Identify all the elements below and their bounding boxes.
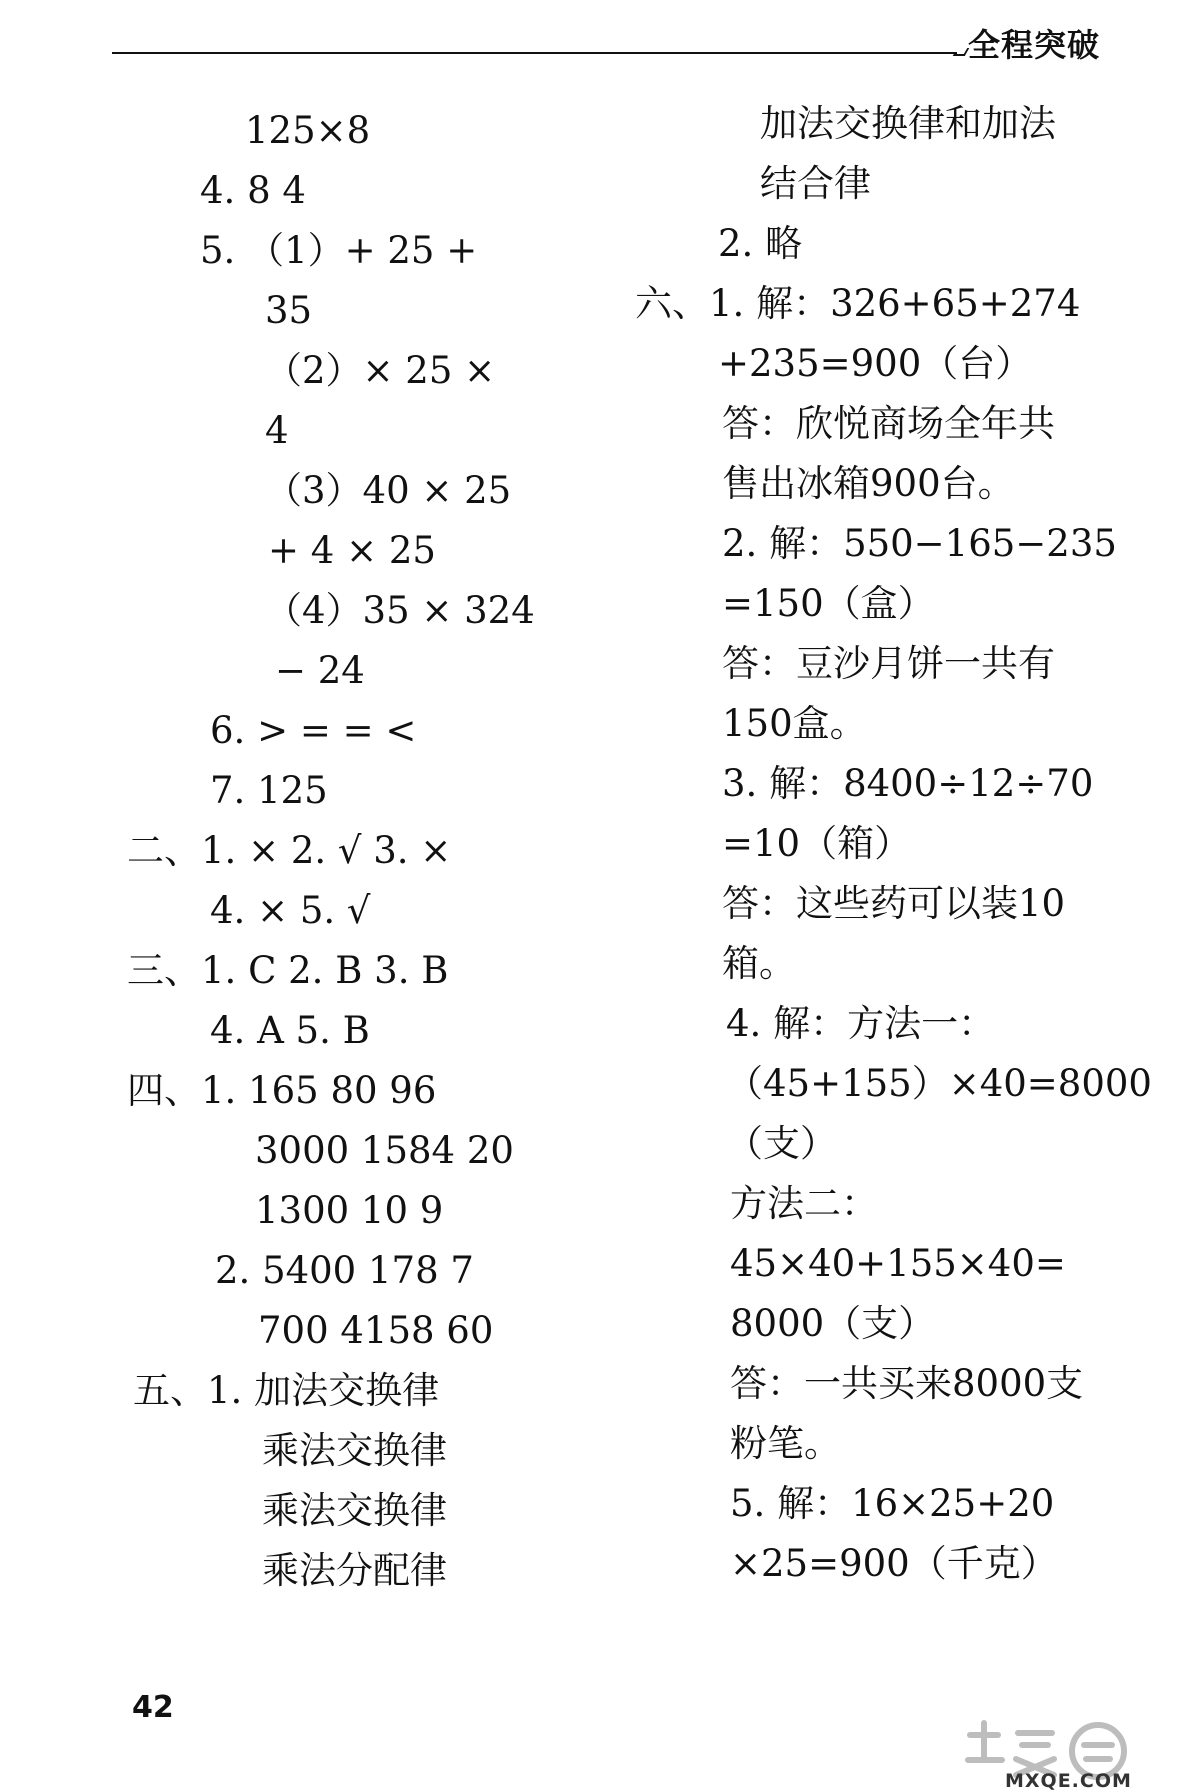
right-line-2: 结合律 <box>760 162 871 205</box>
left-line-5: （2）× 25 × <box>265 349 496 392</box>
left-line-20: 2. 5400 178 7 <box>215 1249 474 1292</box>
left-line-17: 四、1. 165 80 96 <box>127 1069 437 1112</box>
right-line-22: 答：一共买来8000支 <box>730 1362 1084 1405</box>
header-rule <box>112 52 957 54</box>
right-line-9: =150（盒） <box>722 582 935 625</box>
right-line-11: 150盒。 <box>722 702 867 745</box>
page-number: 42 <box>132 1690 174 1725</box>
right-line-24: 5. 解：16×25+20 <box>730 1482 1055 1525</box>
right-line-17: （45+155）×40=8000 <box>726 1062 1152 1105</box>
left-line-13: 二、1. × 2. √ 3. × <box>127 829 452 872</box>
left-line-25: 乘法分配律 <box>262 1549 447 1592</box>
right-line-25: ×25=900（千克） <box>730 1542 1058 1585</box>
right-line-10: 答：豆沙月饼一共有 <box>722 642 1055 685</box>
right-line-20: 45×40+155×40= <box>730 1242 1066 1285</box>
left-line-24: 乘法交换律 <box>262 1489 447 1532</box>
right-line-8: 2. 解：550−165−235 <box>722 522 1117 565</box>
right-line-19: 方法二： <box>730 1182 878 1225</box>
left-line-21: 700 4158 60 <box>258 1309 494 1352</box>
left-line-22: 五、1. 加法交换律 <box>133 1369 440 1412</box>
left-line-23: 乘法交换律 <box>262 1429 447 1472</box>
left-line-7: （3）40 × 25 <box>265 469 512 512</box>
right-line-15: 箱。 <box>722 942 796 985</box>
left-line-3: 5. （1）+ 25 + <box>200 229 478 272</box>
right-line-16: 4. 解：方法一： <box>726 1002 996 1045</box>
header-brand: 全程突破 <box>968 26 1101 64</box>
left-line-4: 35 <box>265 289 313 332</box>
right-line-14: 答：这些药可以装10 <box>722 882 1066 925</box>
left-line-18: 3000 1584 20 <box>255 1129 514 1172</box>
left-line-12: 7. 125 <box>210 769 328 812</box>
left-line-9: （4）35 × 324 <box>265 589 535 632</box>
left-line-14: 4. × 5. √ <box>210 889 371 932</box>
left-line-19: 1300 10 9 <box>255 1189 444 1232</box>
right-line-6: 答：欣悦商场全年共 <box>722 402 1055 445</box>
right-line-18: （支） <box>726 1122 837 1165</box>
left-line-16: 4. A 5. B <box>210 1009 370 1052</box>
left-line-11: 6. > = = < <box>210 709 417 752</box>
left-line-15: 三、1. C 2. B 3. B <box>127 949 449 992</box>
right-line-7: 售出冰箱900台。 <box>722 462 1015 505</box>
right-line-12: 3. 解：8400÷12÷70 <box>722 762 1094 805</box>
right-line-3: 2. 略 <box>718 222 803 265</box>
right-line-4: 六、1. 解：326+65+274 <box>635 282 1081 325</box>
left-line-1: 125×8 <box>245 109 371 152</box>
left-line-6: 4 <box>265 409 289 452</box>
right-line-1: 加法交换律和加法 <box>760 102 1056 145</box>
right-line-13: =10（箱） <box>722 822 912 865</box>
right-line-23: 粉笔。 <box>730 1422 841 1465</box>
left-line-10: − 24 <box>275 649 365 692</box>
right-line-21: 8000（支） <box>730 1302 936 1345</box>
left-line-2: 4. 8 4 <box>200 169 306 212</box>
left-line-8: + 4 × 25 <box>268 529 436 572</box>
right-line-5: +235=900（台） <box>718 342 1033 385</box>
watermark-text: MXQE.COM <box>1005 1770 1132 1792</box>
